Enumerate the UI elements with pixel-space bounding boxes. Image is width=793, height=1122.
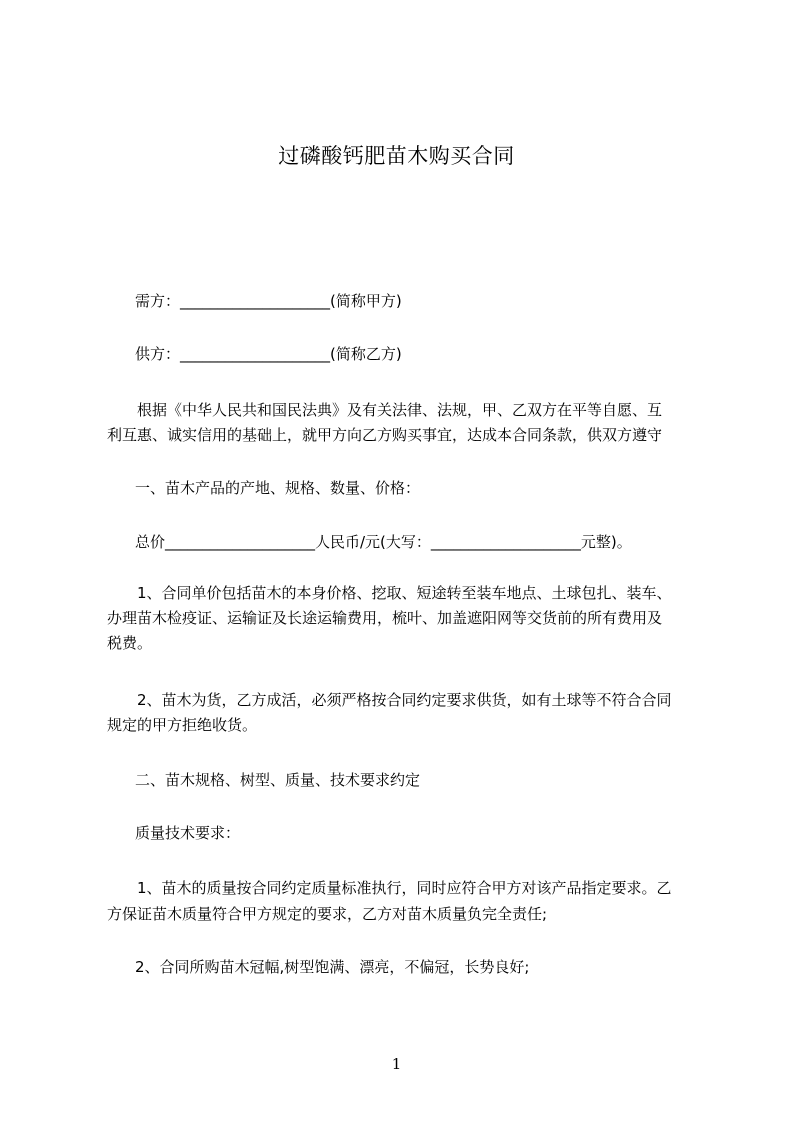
total-price-line: 总价____________________人民币/元(大写：____________________元整)。 <box>135 533 632 551</box>
preamble-line-2: 利互惠、诚实信用的基础上，就甲方向乙方购买事宜，达成本合同条款，供双方遵守 <box>107 426 663 444</box>
party-a-line: 需方：____________________(简称甲方) <box>135 292 402 310</box>
clause-2-2-line: 2、合同所购苗木冠幅,树型饱满、漂亮，不偏冠，长势良好; <box>135 958 530 976</box>
clause-2-1-line-1: 1、苗木的质量按合同约定质量标准执行，同时应符合甲方对该产品指定要求。乙 <box>137 879 672 897</box>
section-1-heading: 一、苗木产品的产地、规格、数量、价格： <box>135 479 421 497</box>
section-2-heading: 二、苗木规格、树型、质量、技术要求约定 <box>135 771 421 789</box>
party-b-line: 供方：____________________(简称乙方) <box>135 345 402 363</box>
document-title: 过磷酸钙肥苗木购买合同 <box>278 144 515 168</box>
page-number: 1 <box>391 1055 402 1073</box>
clause-1-1-line-3: 税费。 <box>107 634 153 652</box>
preamble-line-1: 根据《中华人民共和国民法典》及有关法律、法规，甲、乙双方在平等自愿、互 <box>137 401 663 419</box>
clause-1-2-line-1: 2、苗木为货，乙方成活，必须严格按合同约定要求供货，如有土球等不符合合同 <box>137 691 672 709</box>
quality-heading: 质量技术要求： <box>135 824 241 842</box>
clause-1-1-line-1: 1、合同单价包括苗木的本身价格、挖取、短途转至装车地点、土球包扎、装车、 <box>137 584 672 602</box>
clause-2-1-line-2: 方保证苗木质量符合甲方规定的要求，乙方对苗木质量负完全责任; <box>107 905 548 923</box>
clause-1-2-line-2: 规定的甲方拒绝收货。 <box>107 716 258 734</box>
clause-1-1-line-2: 办理苗木检疫证、运输证及长途运输费用，梳叶、加盖遮阳网等交货前的所有费用及 <box>107 609 663 627</box>
